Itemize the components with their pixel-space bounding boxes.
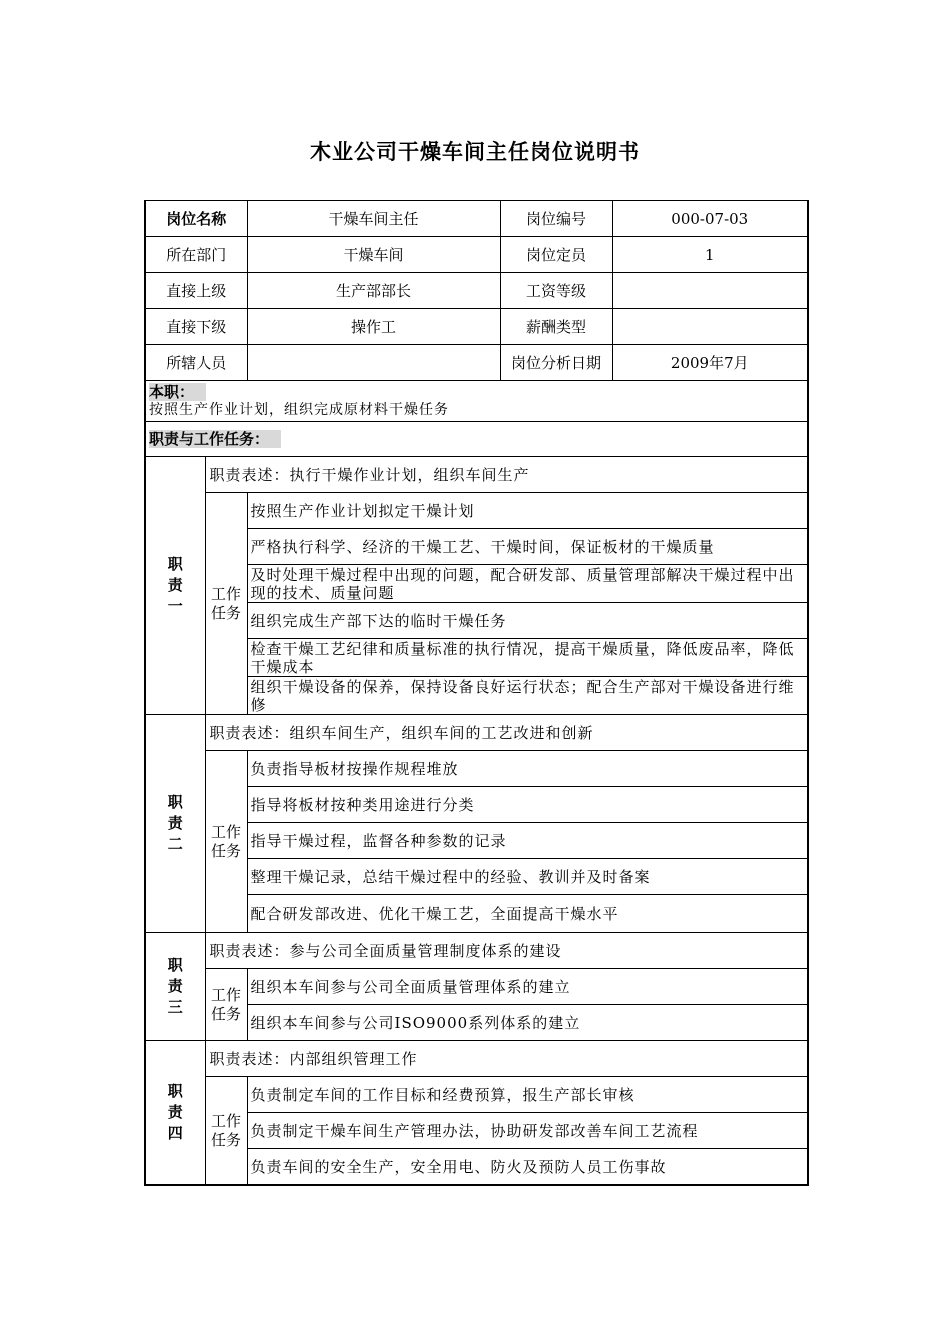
field-label: 薪酬类型 <box>500 309 612 345</box>
field-label: 直接下级 <box>145 309 247 345</box>
field-value: 操作工 <box>247 309 500 345</box>
duty-label: 职责二 <box>145 715 205 933</box>
field-label: 岗位名称 <box>145 201 247 237</box>
duty-statement: 职责表述：执行干燥作业计划，组织车间生产 <box>205 457 808 493</box>
task-label: 工作任务 <box>205 969 247 1041</box>
field-value: 干燥车间主任 <box>247 201 500 237</box>
task-item: 严格执行科学、经济的干燥工艺、干燥时间，保证板材的干燥质量 <box>247 529 808 565</box>
task-item: 配合研发部改进、优化干燥工艺，全面提高干燥水平 <box>247 895 808 933</box>
task-item: 组织完成生产部下达的临时干燥任务 <box>247 603 808 639</box>
task-row <box>145 751 808 787</box>
task-item: 组织干燥设备的保养，保持设备良好运行状态；配合生产部对干燥设备进行维修 <box>247 677 808 715</box>
benzhi-row <box>145 381 808 422</box>
task-item: 负责车间的安全生产，安全用电、防火及预防人员工伤事故 <box>247 1149 808 1186</box>
field-label: 岗位定员 <box>500 237 612 273</box>
header-row <box>145 309 808 345</box>
header-row <box>145 237 808 273</box>
field-value: 干燥车间 <box>247 237 500 273</box>
task-item: 按照生产作业计划拟定干燥计划 <box>247 493 808 529</box>
task-item: 整理干燥记录，总结干燥过程中的经验、教训并及时备案 <box>247 859 808 895</box>
duty-label: 职责三 <box>145 933 205 1041</box>
duty-statement: 职责表述：组织车间生产，组织车间的工艺改进和创新 <box>205 715 808 751</box>
task-item: 负责制定干燥车间生产管理办法，协助研发部改善车间工艺流程 <box>247 1113 808 1149</box>
task-item: 组织本车间参与公司ISO9000系列体系的建立 <box>247 1005 808 1041</box>
duty-label: 职责四 <box>145 1041 205 1186</box>
duty-statement-row <box>145 933 808 969</box>
field-value <box>612 309 808 345</box>
task-label: 工作任务 <box>205 1077 247 1186</box>
job-description-sheet <box>144 200 807 1186</box>
task-item: 组织本车间参与公司全面质量管理体系的建立 <box>247 969 808 1005</box>
task-row <box>145 969 808 1005</box>
task-item: 及时处理干燥过程中出现的问题，配合研发部、质量管理部解决干燥过程中出现的技术、质量问题 <box>247 565 808 603</box>
header-row <box>145 345 808 381</box>
field-value <box>247 345 500 381</box>
field-value: 1 <box>612 237 808 273</box>
duty-statement-row <box>145 715 808 751</box>
field-label: 直接上级 <box>145 273 247 309</box>
duty-label: 职责一 <box>145 457 205 715</box>
field-value <box>612 273 808 309</box>
field-value: 000-07-03 <box>612 201 808 237</box>
task-item: 负责制定车间的工作目标和经费预算，报生产部长审核 <box>247 1077 808 1113</box>
duties-heading-cell <box>145 422 808 457</box>
task-item: 指导干燥过程，监督各种参数的记录 <box>247 823 808 859</box>
task-item: 负责指导板材按操作规程堆放 <box>247 751 808 787</box>
header-row <box>145 273 808 309</box>
field-label: 工资等级 <box>500 273 612 309</box>
field-label: 所辖人员 <box>145 345 247 381</box>
benzhi-cell <box>145 381 808 422</box>
duty-statement: 职责表述：参与公司全面质量管理制度体系的建设 <box>205 933 808 969</box>
duty-statement: 职责表述：内部组织管理工作 <box>205 1041 808 1077</box>
task-label: 工作任务 <box>205 751 247 933</box>
document-title: 木业公司干燥车间主任岗位说明书 <box>310 140 640 164</box>
task-item: 指导将板材按种类用途进行分类 <box>247 787 808 823</box>
field-label: 岗位编号 <box>500 201 612 237</box>
field-value: 生产部部长 <box>247 273 500 309</box>
task-row <box>145 493 808 529</box>
field-label: 岗位分析日期 <box>500 345 612 381</box>
duty-statement-row <box>145 1041 808 1077</box>
field-value: 2009年7月 <box>612 345 808 381</box>
task-item: 检查干燥工艺纪律和质量标准的执行情况，提高干燥质量，降低废品率，降低干燥成本 <box>247 639 808 677</box>
benzhi-text: 按照生产作业计划，组织完成原材料干燥任务 <box>149 402 449 418</box>
job-info-table <box>144 200 809 1186</box>
duties-heading: 职责与工作任务： <box>149 430 281 448</box>
duty-statement-row <box>145 457 808 493</box>
task-row <box>145 1077 808 1113</box>
task-label: 工作任务 <box>205 493 247 715</box>
header-row <box>145 201 808 237</box>
field-label: 所在部门 <box>145 237 247 273</box>
duties-heading-row <box>145 422 808 457</box>
benzhi-label: 本职： <box>149 383 206 401</box>
